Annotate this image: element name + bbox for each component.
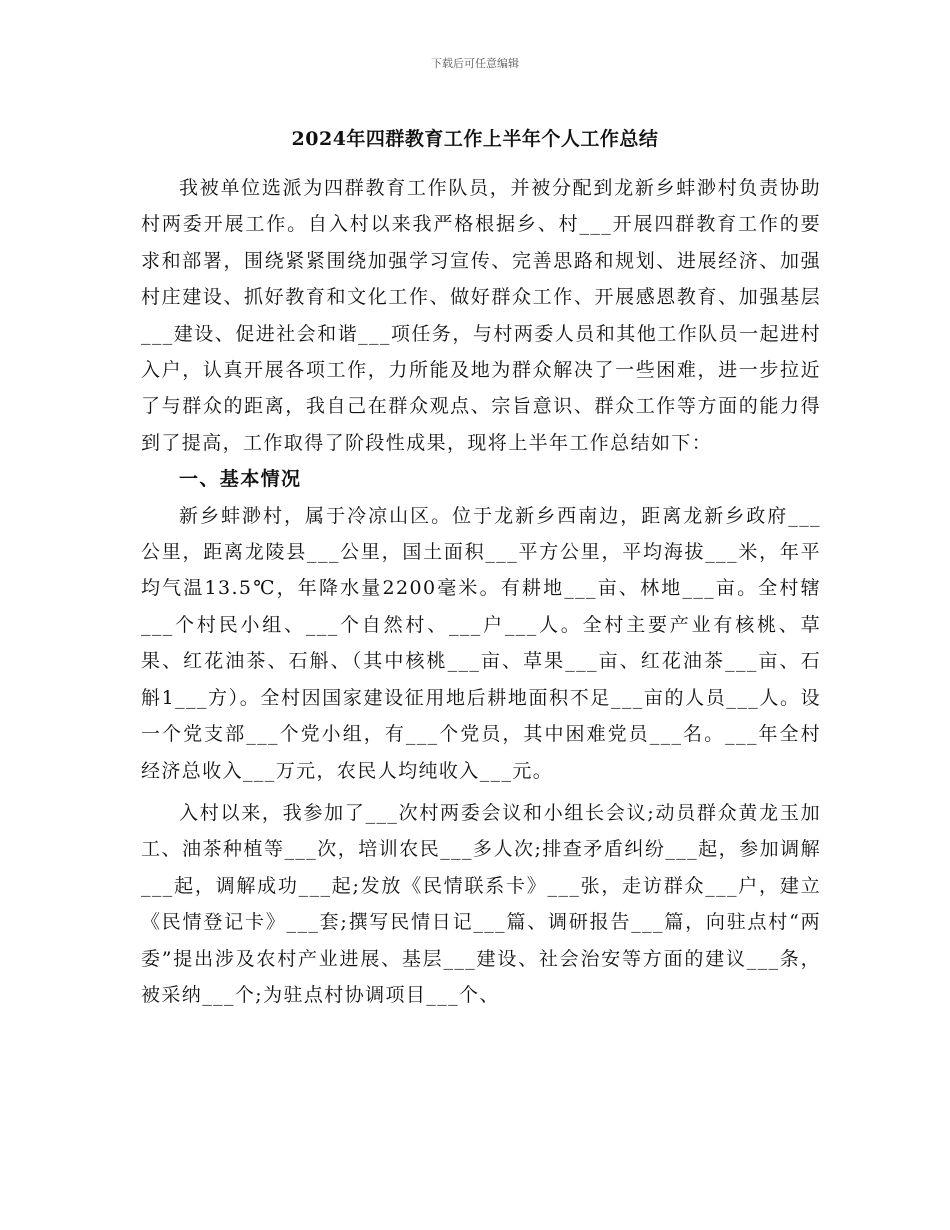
document-title: 2024年四群教育工作上半年个人工作总结 bbox=[291, 128, 659, 150]
work-done-paragraph: 入村以来，我参加了___次村两委会议和小组长会议;动员群众黄龙玉加工、油茶种植等___次，培训农民___多人次;排查矛盾纠纷___起，参加调解___起，调解成功___起;发放《民情联系卡》___张，走访群众___户，建立《民情登记卡》___套;撰写民情日记___篇、调研报告___篇，向驻点村“两委”提出涉及农村产业进展、基层___建设、社会治安等方面的建议___条，被采纳___个;为驻点村协调项目___个、 bbox=[141, 801, 821, 1006]
section-heading-basic-info: 一、基本情况 bbox=[179, 468, 302, 491]
header-note: 下载后可任意编辑 bbox=[431, 57, 519, 70]
document-body bbox=[141, 170, 821, 1013]
intro-paragraph: 我被单位选派为四群教育工作队员，并被分配到龙新乡蚌渺村负责协助村两委开展工作。自入村以来我严格根据乡、村___开展四群教育工作的要求和部署，围绕紧紧围绕加强学习宣传、完善思路和规划、进展经济、加强村庄建设、抓好教育和文化工作、做好群众工作、开展感恩教育、加强基层___建设、促进社会和谐___项任务，与村两委人员和其他工作队员一起进村入户，认真开展各项工作，力所能及地为群众解决了一些困难，进一步拉近了与群众的距离，我自己在群众观点、宗旨意识、群众工作等方面的能力得到了提高，工作取得了阶段性成果，现将上半年工作总结如下： bbox=[141, 177, 821, 454]
basic-info-paragraph: 新乡蚌渺村，属于冷凉山区。位于龙新乡西南边，距离龙新乡政府___公里，距离龙陵县___公里，国土面积___平方公里，平均海拔___米，年平均气温13.5℃，年降水量2200毫米。有耕地___亩、林地___亩。全村辖___个村民小组、___个自然村、___户___人。全村主要产业有核桃、草果、红花油茶、石斛、（其中核桃___亩、草果___亩、红花油茶___亩、石斛1___方）。全村因国家建设征用地后耕地面积不足___亩的人员___人。设一个党支部___个党小组，有___个党员，其中困难党员___名。___年全村经济总收入___万元，农民人均纯收入___元。 bbox=[141, 504, 821, 782]
